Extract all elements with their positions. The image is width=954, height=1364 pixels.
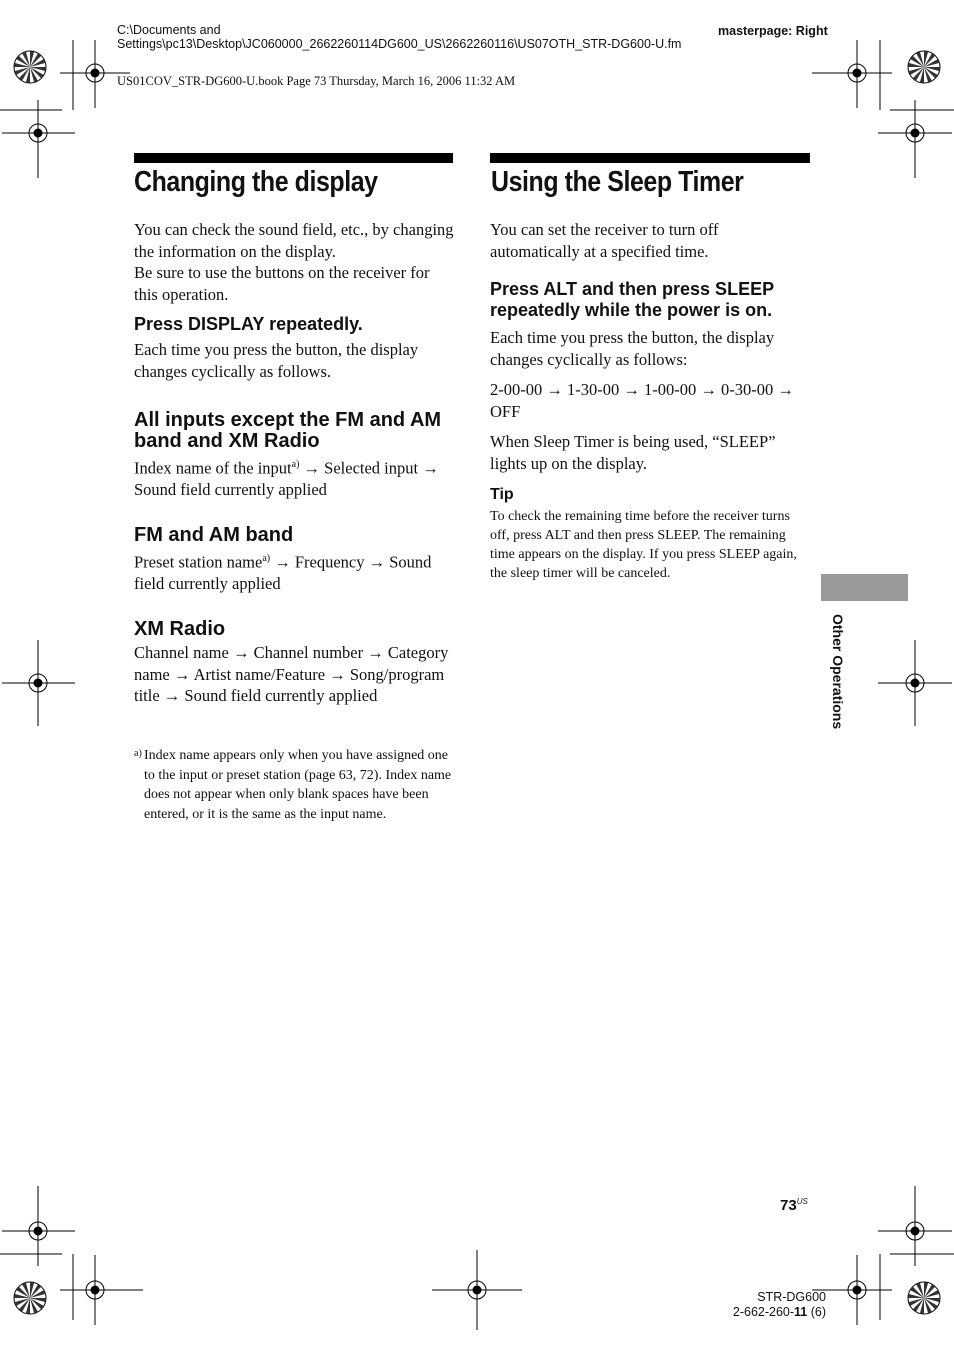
section-tab <box>821 574 908 601</box>
right-title-rule <box>490 153 810 163</box>
arrow-icon: → <box>546 380 563 399</box>
arrow-icon: → <box>173 664 191 684</box>
step-sleep: Press ALT and then press SLEEP repeatedly while the power is on. <box>490 279 774 320</box>
model-name: STR-DG600 <box>757 1290 826 1304</box>
book-line: US01COV_STR-DG600-U.book Page 73 Thursday, March 16, 2006 11:32 AM <box>117 74 516 88</box>
seq-item: Preset station name <box>134 552 263 572</box>
right-title: Using the Sleep Timer <box>491 166 744 198</box>
part-suffix: (6) <box>807 1305 826 1319</box>
part-bold: 11 <box>794 1305 808 1319</box>
arrow-icon: → <box>274 552 291 572</box>
step-sleep-body: Each time you press the button, the display changes cyclically as follows: <box>490 328 775 369</box>
sleep-note: When Sleep Timer is being used, “SLEEP” lights up on the display. <box>490 432 776 473</box>
model-code <box>730 1290 826 1320</box>
subsection-xm-radio: XM Radio <box>134 618 226 640</box>
page-suffix: US <box>796 1197 808 1206</box>
left-title: Changing the display <box>134 166 378 198</box>
footnote-text: Index name appears only when you have assigned one to the input or preset station (page 63, 72). Index name does not appear when only blank spaces have been entered, or it is the same as the input name. <box>144 748 452 822</box>
footnote-ref: a) <box>262 553 271 564</box>
footnote-ref: a) <box>291 459 300 470</box>
step-display: Press DISPLAY repeatedly. <box>134 314 363 334</box>
arrow-icon: → <box>163 686 181 705</box>
page-number <box>780 1197 808 1214</box>
right-intro: You can set the receiver to turn off automatically at a specified time. <box>490 220 719 261</box>
subsection-fm-am: FM and AM band <box>134 524 294 546</box>
page-number-value: 73 <box>780 1197 797 1214</box>
seq-item: Sound field currently applied <box>134 552 432 593</box>
seq-item: 1-30-00 <box>567 380 620 399</box>
seq-item: Sound field currently applied <box>134 480 327 499</box>
subsection-all-inputs: All inputs except the FM and AM band and XM Radio <box>134 409 442 452</box>
tip-body: To check the remaining time before the receiver turns off, press ALT and then press SLEEP. The remaining time appears on the display. If you press SLEEP again, the sleep timer will be canceled. <box>490 509 797 581</box>
section-side-label <box>822 614 850 774</box>
intro-text-1: You can check the sound field, etc., by changing the information on the display. <box>134 220 454 261</box>
part-prefix: 2-662-260- <box>732 1305 795 1319</box>
fm-am-sequence <box>134 548 454 595</box>
arrow-icon: → <box>232 643 250 662</box>
all-inputs-sequence <box>134 454 454 501</box>
part-number <box>730 1305 826 1320</box>
left-title-rule <box>134 153 453 163</box>
seq-item: Frequency <box>294 552 365 572</box>
seq-item: OFF <box>490 401 521 421</box>
sleep-sequence <box>490 379 810 422</box>
step-display-body: Each time you press the button, the display changes cyclically as follows. <box>134 340 419 381</box>
seq-item: Selected input <box>324 458 419 478</box>
footnote <box>134 746 454 824</box>
footnote-mark: a) <box>134 748 142 759</box>
arrow-icon: → <box>777 380 794 399</box>
seq-item: 2-00-00 <box>490 380 543 399</box>
seq-item: 0-30-00 <box>721 380 774 399</box>
seq-item: Song/program title <box>134 664 445 705</box>
file-path: C:\Documents and Settings\pc13\Desktop\JC060000_2662260114DG600_US\2662260116\US07OTH_STR-DG600-U.fm <box>117 23 682 51</box>
left-intro <box>134 219 454 305</box>
seq-item: Channel name <box>134 643 229 662</box>
arrow-icon: → <box>623 380 640 399</box>
arrow-icon: → <box>367 643 384 662</box>
side-label-text: Other Operations <box>830 614 846 730</box>
seq-item: 1-00-00 <box>644 380 697 399</box>
arrow-icon: → <box>329 664 346 684</box>
seq-item: Sound field currently applied <box>184 686 378 705</box>
arrow-icon: → <box>700 380 717 399</box>
seq-item: Index name of the input <box>134 458 292 478</box>
intro-text-2: Be sure to use the buttons on the receiver for this operation. <box>134 263 430 304</box>
xm-radio-sequence <box>134 642 449 707</box>
seq-item: Artist name/Feature <box>193 664 326 684</box>
arrow-icon: → <box>422 458 439 478</box>
arrow-icon: → <box>368 552 386 572</box>
arrow-icon: → <box>303 458 321 478</box>
masterpage-label: masterpage: Right <box>718 24 828 38</box>
seq-item: Channel number <box>253 643 364 662</box>
tip-label: Tip <box>490 486 514 503</box>
seq-item: Category name <box>134 643 449 684</box>
